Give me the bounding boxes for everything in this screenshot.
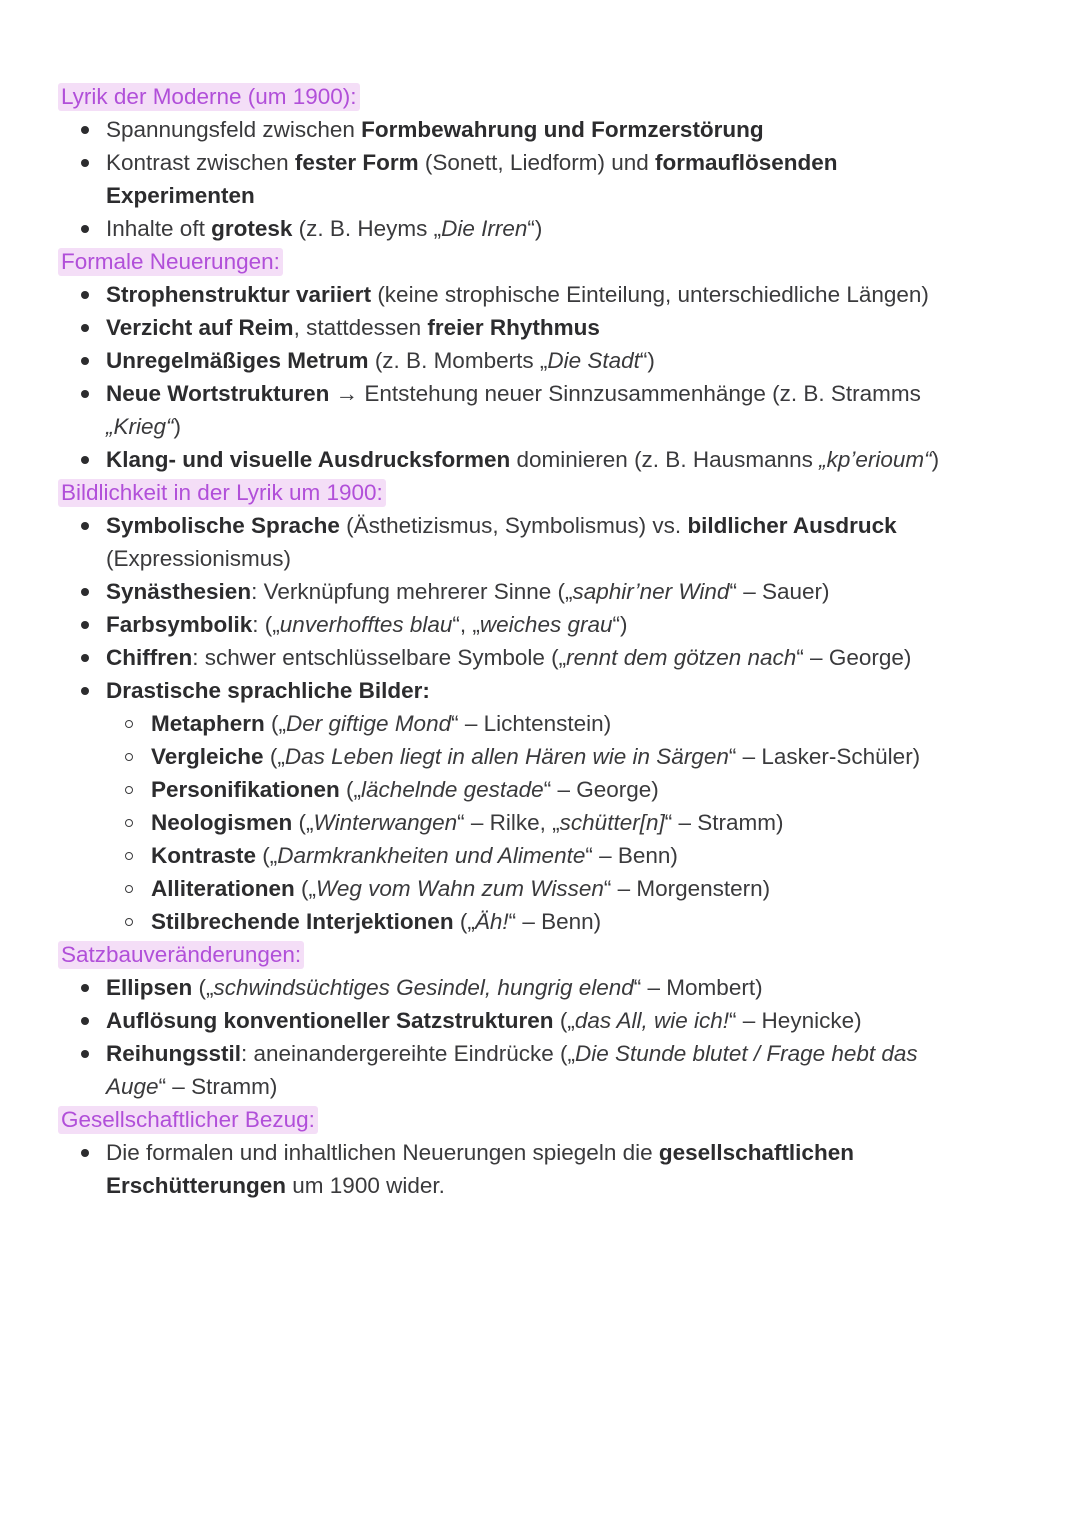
text-run: : („ (252, 612, 280, 637)
bold-term: Metaphern (151, 711, 265, 736)
bold-term: Kontraste (151, 843, 257, 868)
section-heading-text: Gesellschaftlicher Bezug: (58, 1106, 318, 1134)
bullet-item (0, 608, 1080, 641)
text-run: “) (612, 612, 628, 637)
bold-term: Farbsymbolik (106, 612, 253, 637)
text-run: , stattdessen (293, 315, 428, 340)
bullet-list (0, 113, 1080, 245)
text-run: “ – Stramm) (664, 810, 784, 835)
bold-term: Vergleiche (151, 744, 264, 769)
italic-quote: weiches grau (479, 612, 613, 637)
section-heading (58, 476, 1080, 509)
bold-term: fester Form (294, 150, 419, 175)
sub-bullet-item (0, 806, 1080, 839)
text-run: : schwer entschlüsselbare Symbole („ (192, 645, 567, 670)
section-heading-text: Lyrik der Moderne (um 1900): (58, 83, 360, 111)
bullet-item (0, 212, 1080, 245)
bold-term: Strophenstruktur variiert (106, 282, 372, 307)
sub-bullet-item (0, 905, 1080, 938)
text-run: “ – Sauer) (729, 579, 830, 604)
italic-quote: „Krieg“ (106, 414, 174, 439)
text-run: (keine strophische Einteilung, unterschiedliche Längen) (371, 282, 929, 307)
bold-term: Verzicht auf Reim (106, 315, 294, 340)
italic-quote: Darmkrankheiten und Alimente (277, 843, 586, 868)
text-run: („ (263, 744, 285, 769)
text-run: ) (931, 447, 940, 472)
italic-quote: Die Stadt (547, 348, 640, 373)
sub-bullet-item (0, 707, 1080, 740)
italic-quote: unverhofftes blau (279, 612, 453, 637)
bullet-list (0, 509, 1080, 938)
section-heading (58, 938, 1080, 971)
italic-quote: das All, wie ich! (574, 1008, 730, 1033)
bullet-item (0, 377, 1080, 443)
bullet-item (0, 575, 1080, 608)
text-run: („ (264, 711, 287, 736)
text-run: “ – Lichtenstein) (451, 711, 612, 736)
text-run: “ – Benn) (508, 909, 602, 934)
bold-term: Chiffren (106, 645, 193, 670)
text-run: “ – George) (796, 645, 912, 670)
text-run: („ (256, 843, 278, 868)
italic-quote: schwindsüchtiges Gesindel, hungrig elend (213, 975, 634, 1000)
bullet-item (0, 113, 1080, 146)
text-run: (z. B. Momberts „ (368, 348, 548, 373)
bullet-item (0, 443, 1080, 476)
text-run: (Ästhetizismus, Symbolismus) vs. (339, 513, 688, 538)
text-run: („ (192, 975, 214, 1000)
text-run: (z. B. Heyms „ (292, 216, 442, 241)
bullet-item (0, 509, 1080, 575)
text-run: → Entstehung neuer Sinnzusammenhänge (z. B. Stramms (329, 381, 921, 406)
sub-bullet-item (0, 872, 1080, 905)
text-run: um 1900 wider. (286, 1173, 445, 1198)
text-run: “ – Heynicke) (729, 1008, 862, 1033)
bold-term: Unregelmäßiges Metrum (106, 348, 369, 373)
bullet-list (0, 278, 1080, 476)
bold-term: gesellschaftlichen Erschütterungen (106, 1140, 854, 1198)
bold-term: freier Rhythmus (427, 315, 600, 340)
text-run: “ – Morgenstern) (603, 876, 771, 901)
bullet-list (0, 971, 1080, 1103)
text-run: : Verknüpfung mehrerer Sinne („ (251, 579, 573, 604)
sub-bullet-item (0, 740, 1080, 773)
italic-quote: Das Leben liegt in allen Hären wie in Särgen (284, 744, 729, 769)
bullet-item (0, 1037, 1080, 1103)
text-run: („ (292, 810, 314, 835)
italic-quote: lächelnde gestade (361, 777, 544, 802)
sub-bullet-list (0, 707, 1080, 938)
bold-term: Formbewahrung und Formzerstörung (361, 117, 764, 142)
section-heading-text: Satzbauveränderungen: (58, 941, 304, 969)
bullet-item (0, 641, 1080, 674)
text-run: “) (639, 348, 655, 373)
text-run: ) (173, 414, 182, 439)
text-run: Kontrast zwischen (106, 150, 295, 175)
text-run: : aneinandergereihte Eindrücke („ (241, 1041, 575, 1066)
bold-term: Neue Wortstrukturen (106, 381, 330, 406)
text-run: “, „ (452, 612, 480, 637)
sub-bullet-item (0, 773, 1080, 806)
italic-quote: „kp’erioum“ (819, 447, 932, 472)
bold-term: Synästhesien (106, 579, 252, 604)
bullet-item (0, 311, 1080, 344)
bold-term: Stilbrechende Interjektionen (151, 909, 454, 934)
text-run: “ – George) (543, 777, 659, 802)
italic-quote: Der giftige Mond (286, 711, 452, 736)
section-heading-text: Bildlichkeit in der Lyrik um 1900: (58, 479, 386, 507)
italic-quote: Äh! (474, 909, 509, 934)
text-run: (Sonett, Liedform) und (418, 150, 656, 175)
bullet-item (0, 278, 1080, 311)
text-run: “ – Stramm) (158, 1074, 278, 1099)
bullet-item (0, 1004, 1080, 1037)
bold-term: Reihungsstil (106, 1041, 242, 1066)
bold-term: Klang- und visuelle Ausdrucksformen (106, 447, 511, 472)
text-run: “ – Lasker-Schüler) (728, 744, 921, 769)
bold-term: Neologismen (151, 810, 293, 835)
text-run: dominieren (z. B. Hausmanns (510, 447, 820, 472)
text-run: “) (527, 216, 543, 241)
bold-term: grotesk (211, 216, 293, 241)
italic-quote: Die Irren (441, 216, 528, 241)
bold-term: Ellipsen (106, 975, 193, 1000)
italic-quote: Die Stunde blutet / Frage hebt das Auge (106, 1041, 918, 1099)
bullet-item (0, 1136, 1080, 1202)
bold-term: Auflösung konventioneller Satzstrukturen (106, 1008, 554, 1033)
bold-term: Personifikationen (151, 777, 340, 802)
text-run: “ – Benn) (585, 843, 678, 868)
italic-quote: saphir’ner Wind (572, 579, 730, 604)
italic-quote: schütter[n] (559, 810, 665, 835)
text-run: („ (453, 909, 475, 934)
italic-quote: rennt dem götzen nach (566, 645, 797, 670)
text-run: („ (339, 777, 362, 802)
text-run: („ (553, 1008, 575, 1033)
text-run: („ (294, 876, 317, 901)
bold-term: bildlicher Ausdruck (687, 513, 897, 538)
bullet-item (0, 674, 1080, 707)
bullet-list (0, 1136, 1080, 1202)
bullet-item (0, 344, 1080, 377)
text-run: “ – Mombert) (633, 975, 763, 1000)
section-heading-text: Formale Neuerungen: (58, 248, 283, 276)
section-heading (58, 245, 1080, 278)
text-run: “ – Rilke, „ (457, 810, 560, 835)
bold-term: formauflösenden Experimenten (106, 150, 838, 208)
bold-term: Alliterationen (151, 876, 295, 901)
text-run: Inhalte oft (106, 216, 212, 241)
italic-quote: Weg vom Wahn zum Wissen (316, 876, 604, 901)
bullet-item (0, 971, 1080, 1004)
text-run: (Expressionismus) (106, 546, 292, 571)
section-heading (58, 80, 1080, 113)
text-run: Die formalen und inhaltlichen Neuerungen spiegeln die (106, 1140, 659, 1165)
italic-quote: Winterwangen (313, 810, 458, 835)
section-heading (58, 1103, 1080, 1136)
bold-term: Symbolische Sprache (106, 513, 340, 538)
sub-bullet-item (0, 839, 1080, 872)
text-run: Spannungsfeld zwischen (106, 117, 362, 142)
bold-term: Drastische sprachliche Bilder: (106, 678, 430, 703)
bullet-item (0, 146, 1080, 212)
document (0, 80, 1080, 1202)
